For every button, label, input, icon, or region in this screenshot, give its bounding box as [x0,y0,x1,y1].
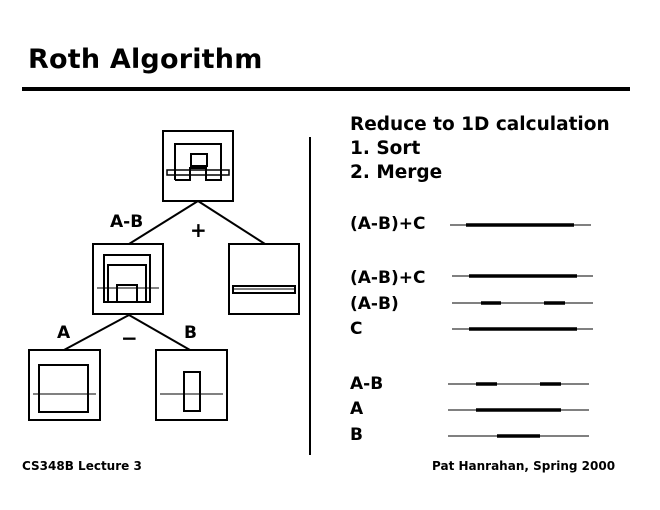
g2-label-c: C [350,319,363,339]
step-sort: 1. Sort [350,138,421,159]
g3-label-a: A [350,399,364,419]
g3-label-ab: A-B [350,374,384,394]
tree-label-b: B [184,323,197,343]
g2-label-ab: (A-B) [350,294,399,314]
g3-label-b: B [350,425,363,445]
footer-author: Pat Hanrahan, Spring 2000 [432,459,616,473]
g2-label-union: (A-B)+C [350,268,426,288]
steps-heading: Reduce to 1D calculation [350,114,610,135]
difference-operator: − [121,326,138,350]
g1-label-union: (A-B)+C [350,214,426,234]
slide-title: Roth Algorithm [28,44,263,75]
step-merge: 2. Merge [350,162,443,183]
footer-course: CS348B Lecture 3 [22,459,142,473]
tree-label-a: A [57,323,71,343]
union-operator: + [190,218,207,242]
tree-label-ab: A-B [110,212,144,232]
